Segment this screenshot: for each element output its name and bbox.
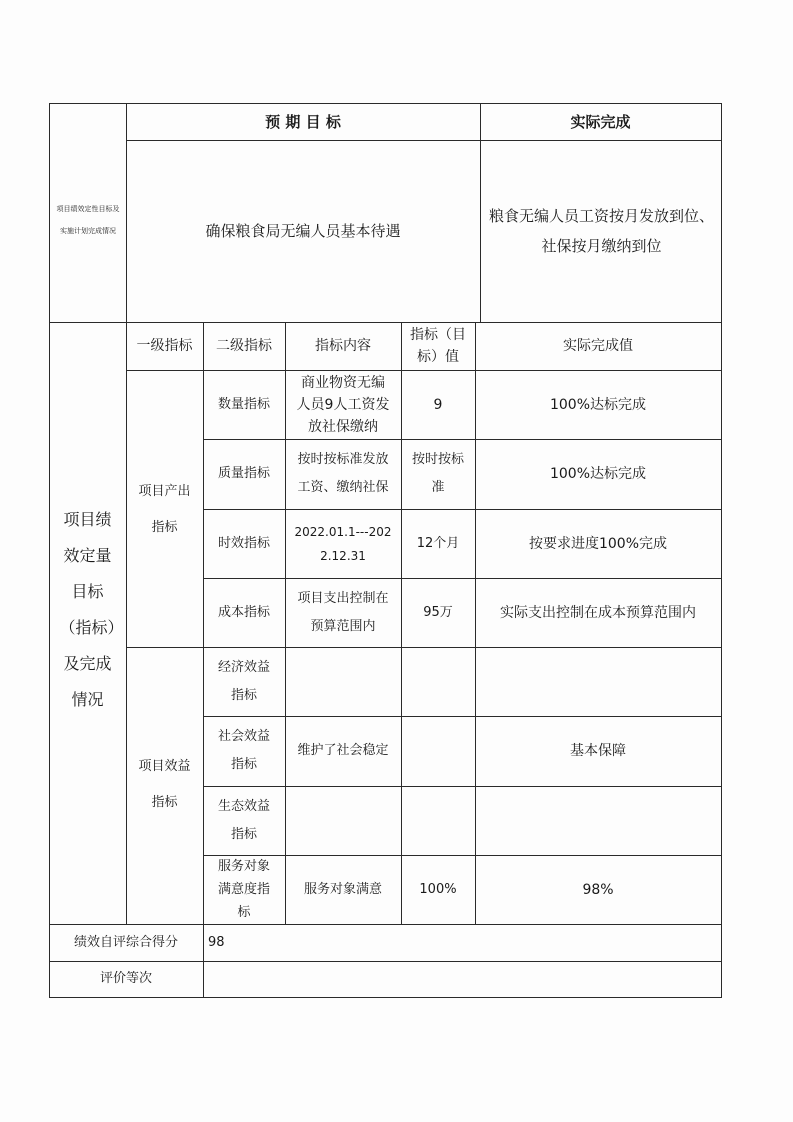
expected-goal-header: 预 期 目 标 xyxy=(265,112,341,131)
row-content: 维护了社会稳定 xyxy=(297,743,389,758)
row-target xyxy=(401,647,475,716)
output-group-label: 项目产出指标 xyxy=(138,484,191,535)
row-content: 项目支出控制在预算范围内 xyxy=(297,590,389,634)
row-level2: 数量指标 xyxy=(217,396,270,412)
row-level2: 社会效益指标 xyxy=(217,729,270,772)
row-actual: 基本保障 xyxy=(570,743,626,759)
quantitative-side-label: 项目绩效定量目标（指标）及完成情况 xyxy=(59,510,116,709)
qualitative-label: 项目绩效定性目标及实施计划完成情况 xyxy=(56,205,120,235)
row-actual: 实际支出控制在成本预算范围内 xyxy=(500,604,696,621)
score-label: 绩效自评综合得分 xyxy=(73,934,178,950)
row-target: 100% xyxy=(419,881,457,897)
level1-header: 一级指标 xyxy=(136,338,193,354)
row-level2: 时效指标 xyxy=(217,535,270,551)
qualitative-expected: 确保粮食局无编人员基本待遇 xyxy=(205,222,401,240)
score-value: 98 xyxy=(208,934,225,950)
row-target: 95万 xyxy=(423,604,453,620)
row-actual: 按要求进度100%完成 xyxy=(528,535,668,552)
row-actual: 98% xyxy=(582,881,614,898)
content-header: 指标内容 xyxy=(315,338,371,354)
rule-bottom xyxy=(49,997,722,998)
row-actual xyxy=(475,647,721,716)
row-target: 9 xyxy=(433,396,443,413)
row-target: 12个月 xyxy=(416,535,460,551)
row-content xyxy=(287,647,399,716)
qualitative-actual: 粮食无编人员工资按月发放到位、社保按月缴纳到位 xyxy=(488,207,714,255)
row-level2: 经济效益指标 xyxy=(217,659,270,703)
actual-header: 实际完成值 xyxy=(563,338,633,354)
row-actual: 100%达标完成 xyxy=(549,396,647,413)
benefit-group-label: 项目效益指标 xyxy=(138,759,191,810)
actual-completion-header: 实际完成 xyxy=(570,112,631,131)
row-level2: 生态效益指标 xyxy=(217,798,270,842)
rule-col3 xyxy=(285,322,286,925)
row-target xyxy=(401,786,475,855)
grade-value xyxy=(208,961,721,997)
row-actual xyxy=(475,786,721,855)
row-content: 按时按标准发放工资、缴纳社保 xyxy=(297,452,389,495)
row-level2: 成本指标 xyxy=(217,604,270,620)
row-actual: 100%达标完成 xyxy=(549,466,647,482)
row-level2: 服务对象满意度指标 xyxy=(217,859,270,920)
row-content: 2022.01.1---2022.12.31 xyxy=(294,524,392,563)
level2-header: 二级指标 xyxy=(216,338,272,354)
rule-right xyxy=(721,103,722,998)
row-target xyxy=(401,716,475,786)
target-header: 指标（目标）值 xyxy=(410,327,466,365)
row-content xyxy=(287,786,399,855)
row-content: 服务对象满意 xyxy=(303,881,382,897)
row-target: 按时按标准 xyxy=(411,452,464,495)
row-content: 商业物资无编人员9人工资发放社保缴纳 xyxy=(296,374,390,435)
row-level2: 质量指标 xyxy=(217,466,270,481)
grade-label: 评价等次 xyxy=(99,971,152,986)
